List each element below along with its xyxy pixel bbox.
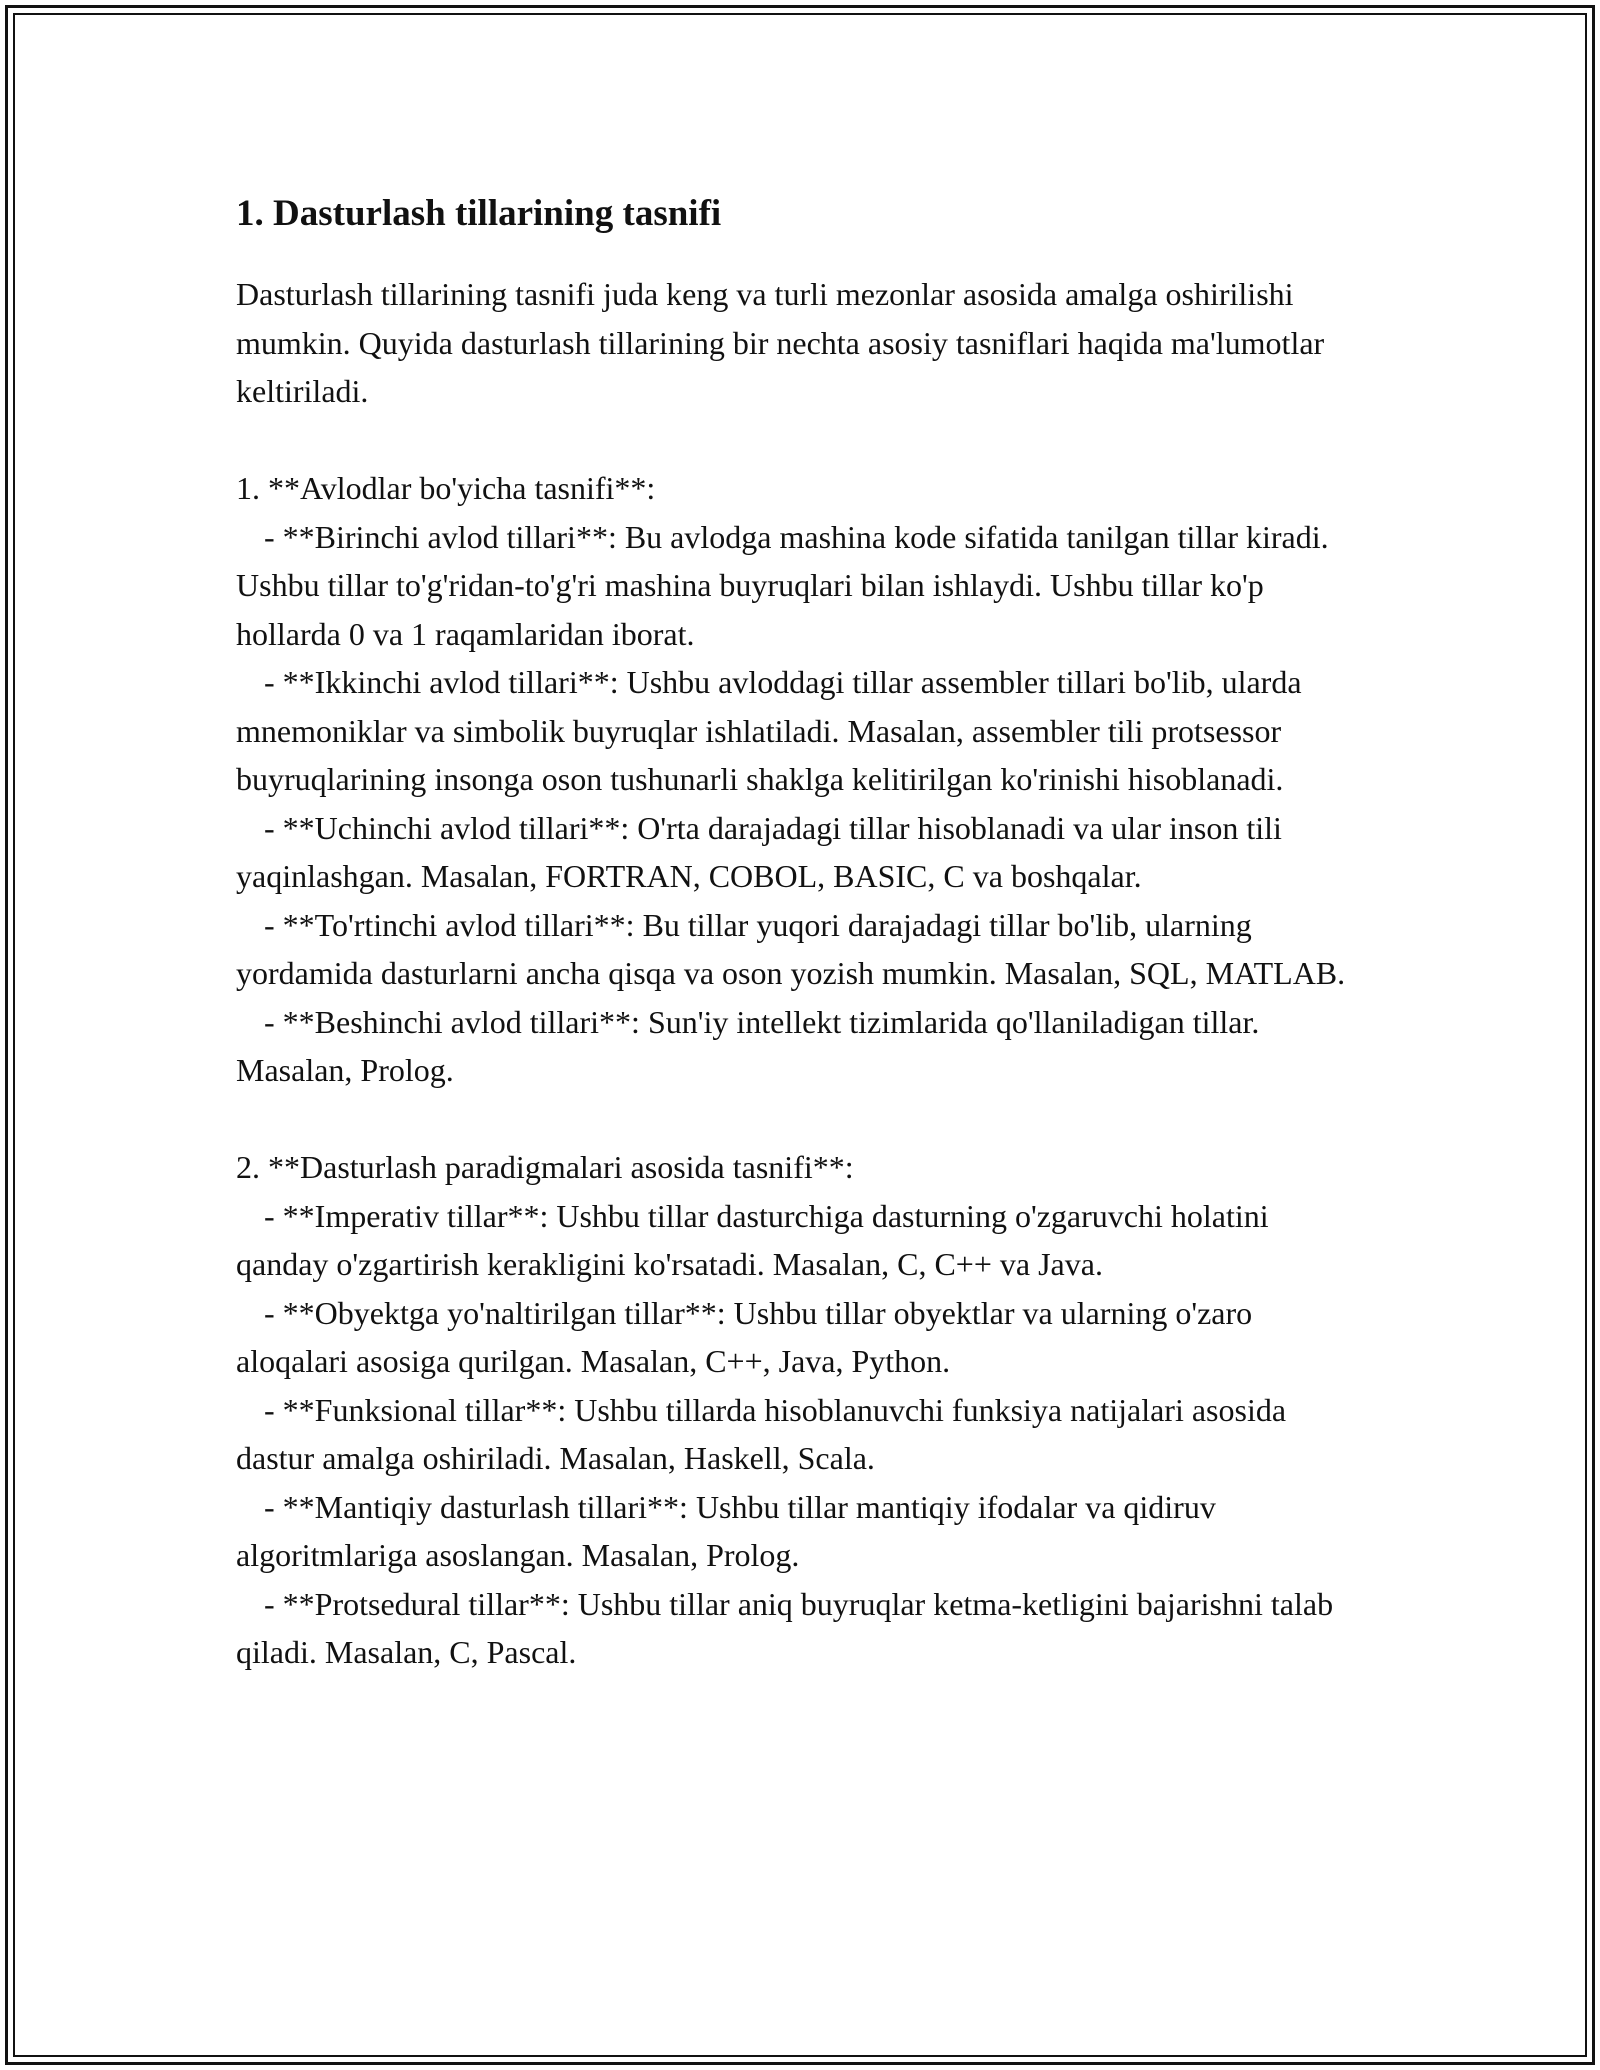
list-item: - **Birinchi avlod tillari**: Bu avlodga mashina kode sifatida tanilgan tillar kiradi. Ushbu tillar to'g'ridan-to'g'ri mashina buyruqlari bilan ishlaydi. Ushbu tillar ko'p hollarda 0 va 1 raqamlaridan iborat. xyxy=(236,518,1329,652)
list-item: - **Obyektga yo'naltirilgan tillar**: Ushbu tillar obyektlar va ularning o'zaro aloqalari asosiga qurilgan. Masalan, C++, Java, Python. xyxy=(236,1294,1253,1379)
list-item: - **Beshinchi avlod tillari**: Sun'iy intellekt tizimlarida qo'llaniladigan tillar. Masalan, Prolog. xyxy=(236,1003,1260,1088)
section-generations xyxy=(236,464,1366,1095)
document-body xyxy=(236,190,1366,1677)
blank-line xyxy=(236,1095,1366,1144)
section-heading: 1. **Avlodlar bo'yicha tasnifi**: xyxy=(236,470,656,506)
blank-line xyxy=(236,416,1366,465)
section-heading: 2. **Dasturlash paradigmalari asosida tasnifi**: xyxy=(236,1149,854,1185)
list-item: - **Uchinchi avlod tillari**: O'rta darajadagi tillar hisoblanadi va ular inson tili yaqinlashgan. Masalan, FORTRAN, COBOL, BASIC, C va boshqalar. xyxy=(236,809,1282,894)
document-title: 1. Dasturlash tillarining tasnifi xyxy=(236,193,722,234)
intro-paragraph: Dasturlash tillarining tasnifi juda keng va turli mezonlar asosida amalga oshirilishi mumkin. Quyida dasturlash tillarining bir nechta asosiy tasniflari haqida ma'lumotlar keltiriladi. xyxy=(236,276,1333,409)
list-item: - **Ikkinchi avlod tillari**: Ushbu avloddagi tillar assembler tillari bo'lib, ularda mnemoniklar va simbolik buyruqlar ishlatiladi. Masalan, assembler tili protsessor buyruqlarining insonga oson tushunarli shaklga kelitirilgan ko'rinishi hisoblanadi. xyxy=(236,664,1302,797)
list-item: - **Mantiqiy dasturlash tillari**: Ushbu tillar mantiqiy ifodalar va qidiruv algoritmlariga asoslangan. Masalan, Prolog. xyxy=(236,1488,1216,1573)
list-item: - **Funksional tillar**: Ushbu tillarda hisoblanuvchi funksiya natijalari asosida dastur amalga oshiriladi. Masalan, Haskell, Scala. xyxy=(236,1391,1287,1476)
list-item: - **To'rtinchi avlod tillari**: Bu tillar yuqori darajadagi tillar bo'lib, ularning yordamida dasturlarni ancha qisqa va oson yozish mumkin. Masalan, SQL, MATLAB. xyxy=(236,906,1346,991)
list-item: - **Protsedural tillar**: Ushbu tillar aniq buyruqlar ketma-ketligini bajarishni talab qiladi. Masalan, C, Pascal. xyxy=(236,1585,1334,1670)
list-item: - **Imperativ tillar**: Ushbu tillar dasturchiga dasturning o'zgaruvchi holatini qanday o'zgartirish kerakligini ko'rsatadi. Masalan, C, C++ va Java. xyxy=(236,1197,1269,1282)
section-paradigms xyxy=(236,1143,1366,1677)
